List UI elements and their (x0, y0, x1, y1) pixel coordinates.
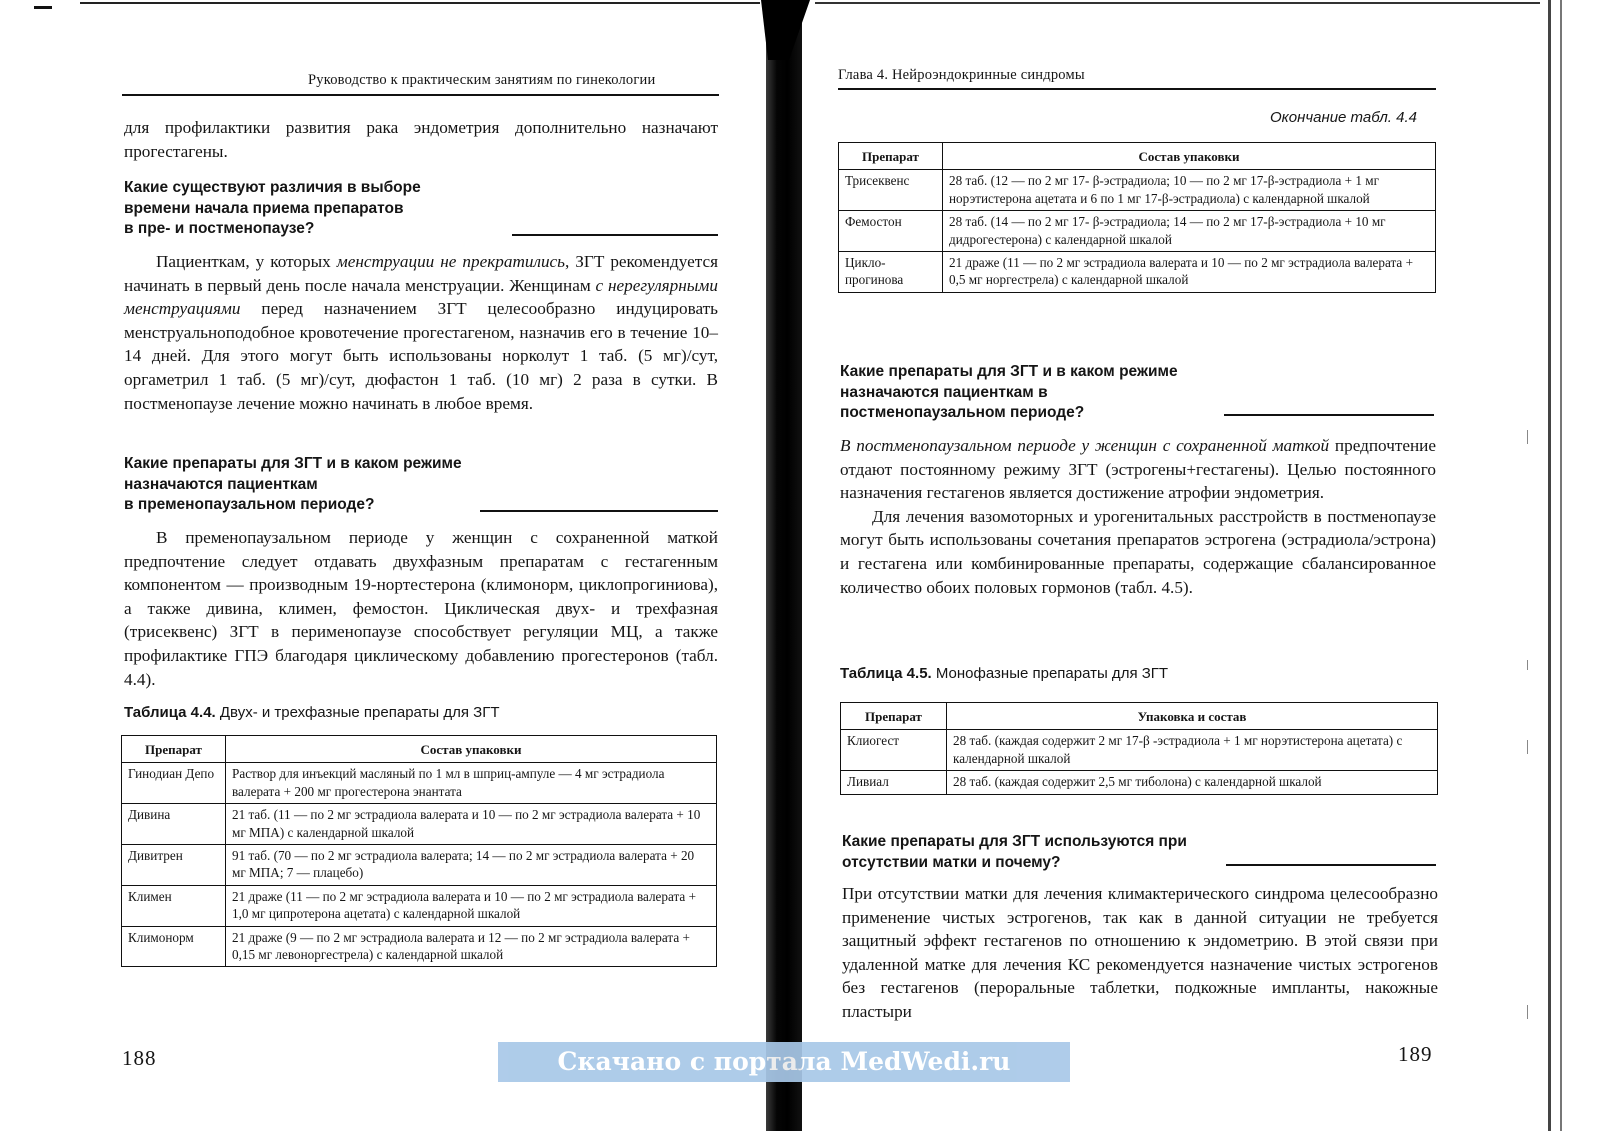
text-run: предпочтение отдают постоянному режиму ЗГТ (эстрогены+гестагены). Целью постоянного назначения гестагенов является достижение атрофии эндометрия. (840, 436, 1436, 503)
question-heading-2 (124, 454, 544, 516)
download-watermark: Скачано с портала MedWedi.ru (498, 1042, 1070, 1082)
question-rule (1226, 864, 1436, 866)
question-line: Какие препараты для ЗГТ используются при (842, 833, 1187, 850)
composition-cell: Раствор для инъекций масляный по 1 мл в шприц-ампуле — 4 мг эстрадиола валерата + 200 мг прогестерона энантата (226, 763, 717, 804)
table-row (839, 170, 1436, 211)
paragraph-4: Для лечения вазомоторных и урогенитальных расстройств в постменопаузе могут быть использованы сочетания препаратов эстрогена (эстрадиола/эстрона) и гестагена или комбинированные препараты, содержащие сбалансированное количество обоих половых гормонов (табл. 4.5). (840, 506, 1436, 597)
drug-cell: Фемостон (839, 211, 943, 252)
paragraph-text: В пременопаузальном периоде у женщин с сохраненной маткой предпочтение следует отдавать двухфазным препаратам с гестагенным компонентом — производным 19-нортестерона (климонорм, циклопрогиниова), а также дивина, климен, фемостон. Циклическая двух- и трехфазная (трисеквенс) ЗГТ в перименопаузе способствует регуляции МЦ, а также профилактике ГПЭ благодаря циклическому добавлению прогестеронов (табл. 4.4). (124, 528, 718, 689)
column-header-composition: Состав упаковки (943, 143, 1436, 170)
table-title: Монофазные препараты для ЗГТ (935, 665, 1169, 682)
left-page (0, 0, 770, 1131)
paragraph-5 (842, 882, 1438, 1024)
drug-cell: Климонорм (122, 926, 226, 967)
composition-cell: 21 драже (9 — по 2 мг эстрадиола валерата и 12 — по 2 мг эстрадиола валерата + 0,15 мг левоноргестрела) с календарной шкалой (226, 926, 717, 967)
question-line: Какие существуют различия в выборе (124, 179, 421, 196)
emphasis-text: В постменопаузальном периоде у женщин с сохраненной маткой (840, 436, 1330, 455)
question-heading-3 (840, 362, 1260, 424)
table-caption (124, 704, 500, 721)
paragraph-2 (124, 526, 718, 691)
question-line: назначаются пациенткам в (840, 383, 1048, 401)
emphasis-text: с нерегулярными менструациями (124, 275, 718, 319)
drug-cell: Трисеквенс (839, 170, 943, 211)
table-row (839, 252, 1436, 293)
table-row (841, 730, 1438, 771)
table-header-row (841, 703, 1438, 730)
table-number: Таблица 4.4. (124, 704, 216, 721)
question-heading-1 (124, 178, 544, 240)
composition-cell: 91 таб. (70 — по 2 мг эстрадиола валерата; 14 — по 2 мг эстрадиола валерата + 20 мг МПА; 7 — плацебо) (226, 845, 717, 886)
intro-paragraph (124, 116, 718, 163)
table-header-row (122, 736, 717, 763)
question-rule (480, 510, 718, 512)
table-row (122, 926, 717, 967)
running-head-rule (122, 94, 719, 96)
table-row (122, 804, 717, 845)
intro-text: для профилактики развития рака эндометрия дополнительно назначают прогестагены. (124, 118, 718, 161)
composition-cell: 21 драже (11 — по 2 мг эстрадиола валерата и 10 — по 2 мг эстрадиола валерата + 1,0 мг ципротерона ацетата) с календарной шкалой (226, 885, 717, 926)
table-header-row (839, 143, 1436, 170)
text-run: перед назначением ЗГТ целесообразно индуцировать менструальноподобное кровотечение прогестагеном, назначив его в течение 10–14 дней. Для этого могут быть использованы норколут 1 таб. (5 мг)/сут, оргаметрил 1 таб. (5 мг)/сут, дюфастон 1 таб. (10 мг) 2 раза в сутки. В постменопаузе лечение можно начинать в любое время. (124, 299, 718, 413)
table-caption (840, 665, 1168, 682)
table-4-4 (121, 735, 717, 967)
table-number: Таблица 4.5. (840, 665, 932, 682)
table-row (122, 885, 717, 926)
question-heading-4 (842, 832, 1262, 873)
column-header-composition: Упаковка и состав (947, 703, 1438, 730)
running-head: Глава 4. Нейроэндокринные синдромы (838, 67, 1085, 83)
column-header-drug: Препарат (839, 143, 943, 170)
table-4-4-end (838, 142, 1436, 293)
column-header-drug: Препарат (841, 703, 947, 730)
page-number: 189 (1398, 1042, 1433, 1066)
table-row (841, 771, 1438, 794)
composition-cell: 21 таб. (11 — по 2 мг эстрадиола валерата и 10 — по 2 мг эстрадиола валерата + 10 мг МПА) с календарной шкалой (226, 804, 717, 845)
column-header-drug: Препарат (122, 736, 226, 763)
composition-cell: 28 таб. (каждая содержит 2,5 мг тиболона) с календарной шкалой (947, 771, 1438, 794)
drug-cell: Клиогест (841, 730, 947, 771)
page-number: 188 (122, 1046, 157, 1070)
question-line: Какие препараты для ЗГТ и в каком режиме (124, 455, 462, 472)
paragraph-3 (840, 434, 1436, 599)
drug-cell: Дивитрен (122, 845, 226, 886)
running-head: Руководство к практическим занятиям по гинекологии (308, 72, 656, 88)
drug-cell: Цикло- прогинова (839, 252, 943, 293)
paragraph-1 (124, 250, 718, 415)
question-line: в пре- и постменопаузе? (124, 220, 315, 237)
drug-cell: Климен (122, 885, 226, 926)
table-row (122, 763, 717, 804)
drug-cell: Гинодиан Депо (122, 763, 226, 804)
composition-cell: 28 таб. (каждая содержит 2 мг 17-β -эстрадиола + 1 мг норэтистерона ацетата) с календарной шкалой (947, 730, 1438, 771)
composition-cell: 21 драже (11 — по 2 мг эстрадиола валерата и 10 — по 2 мг эстрадиола валерата + 0,5 мг норгестрела) с календарной шкалой (943, 252, 1436, 293)
question-line: в пременопаузальном периоде? (124, 496, 375, 513)
question-line: назначаются пациенткам (124, 475, 318, 493)
table-row (839, 211, 1436, 252)
question-line: отсутствии матки и почему? (842, 853, 1061, 871)
text-run: Пациенткам, у которых (156, 252, 337, 271)
table-4-5 (840, 702, 1438, 795)
table-continuation-note: Окончание табл. 4.4 (1270, 109, 1417, 126)
composition-cell: 28 таб. (12 — по 2 мг 17- β-эстрадиола; 10 — по 2 мг 17-β-эстрадиола + 1 мг норэтистерона ацетата и 6 по 1 мг 17-β-эстрадиола) с календарной шкалой (943, 170, 1436, 211)
column-header-composition: Состав упаковки (226, 736, 717, 763)
table-row (122, 845, 717, 886)
running-head-rule (838, 88, 1436, 90)
question-rule (1224, 414, 1434, 416)
drug-cell: Ливиал (841, 771, 947, 794)
emphasis-text: менструации не прекратились (336, 252, 565, 271)
drug-cell: Дивина (122, 804, 226, 845)
question-line: времени начала приема препаратов (124, 199, 404, 217)
composition-cell: 28 таб. (14 — по 2 мг 17- β-эстрадиола; 14 — по 2 мг 17-β-эстрадиола + 10 мг дидрогестерона) с календарной шкалой (943, 211, 1436, 252)
question-line: Какие препараты для ЗГТ и в каком режиме (840, 363, 1178, 380)
right-page (790, 0, 1600, 1131)
question-line: постменопаузальном периоде? (840, 404, 1085, 421)
text-run: , ЗГТ рекомендуется начинать в первый день после начала менструации. Женщинам (124, 252, 719, 295)
paragraph-text: При отсутствии матки для лечения климактерического синдрома целесообразно применение чистых эстрогенов, так как в данной ситуации не требуется защитный эффект гестагенов по отношению к эндометрию. В этой связи при удаленной матке для лечения КС рекомендуется назначение чистых эстрогенов без гестагенов (пероральные таблетки, подкожные импланты, накожные пластыри (842, 884, 1438, 1021)
table-title: Двух- и трехфазные препараты для ЗГТ (219, 704, 500, 721)
question-rule (512, 234, 718, 236)
